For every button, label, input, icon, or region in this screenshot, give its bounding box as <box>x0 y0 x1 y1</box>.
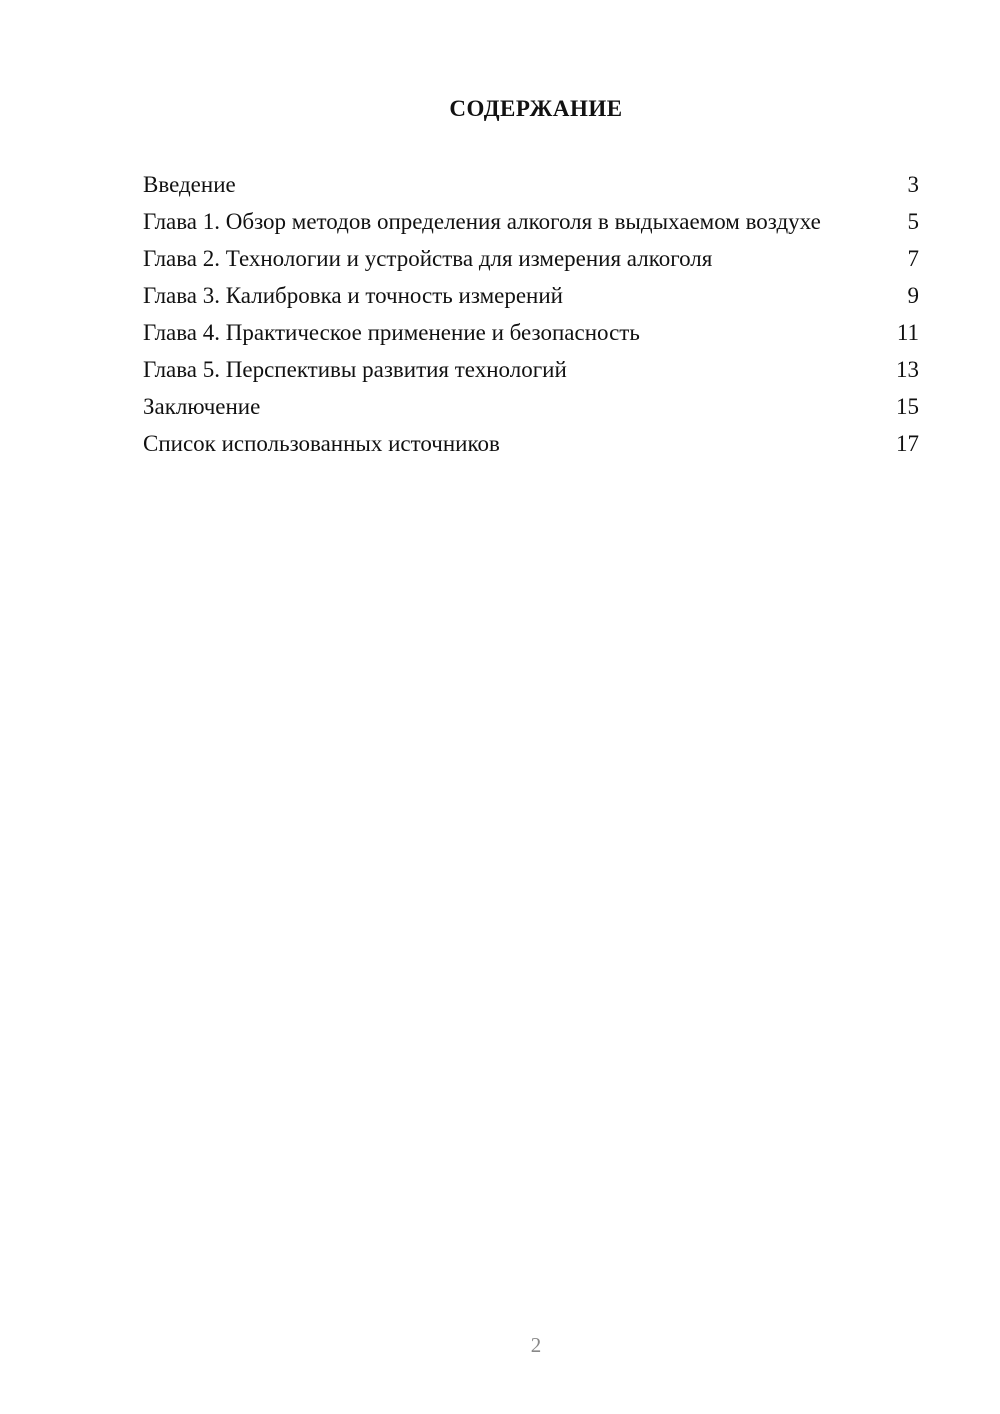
toc-entry-conclusion <box>143 393 919 420</box>
toc-entry-page: 9 <box>907 283 919 308</box>
toc-entry-chapter-5 <box>143 356 919 383</box>
toc-entry-page: 11 <box>896 320 919 345</box>
toc-entry-page: 5 <box>907 209 919 234</box>
toc-entry-chapter-3 <box>143 282 919 309</box>
toc-entry-chapter-1 <box>143 208 919 235</box>
toc-entry-page: 17 <box>896 431 919 456</box>
toc-entry-introduction <box>143 171 919 198</box>
toc-entry-chapter-4 <box>143 319 919 346</box>
toc-entry-page: 15 <box>896 394 919 419</box>
toc-entry-label: Глава 1. Обзор методов определения алкоголя в выдыхаемом воздухе <box>143 209 821 234</box>
toc-entry-label: Глава 3. Калибровка и точность измерений <box>143 283 563 308</box>
toc-entry-label: Заключение <box>143 394 261 419</box>
toc-entry-label: Введение <box>143 172 236 197</box>
toc-entry-label: Глава 5. Перспективы развития технологий <box>143 357 567 382</box>
toc-entry-chapter-2 <box>143 245 919 272</box>
page-title: СОДЕРЖАНИЕ <box>449 96 623 121</box>
toc-entry-page: 7 <box>907 246 919 271</box>
toc-entry-label: Глава 2. Технологии и устройства для измерения алкоголя <box>143 246 713 271</box>
toc-entry-page: 13 <box>896 357 919 382</box>
toc-entry-label: Список использованных источников <box>143 431 500 456</box>
page-number: 2 <box>530 1333 542 1357</box>
toc-entry-page: 3 <box>907 172 919 197</box>
table-of-contents <box>143 171 919 467</box>
toc-entry-references <box>143 430 919 457</box>
toc-entry-label: Глава 4. Практическое применение и безопасность <box>143 320 640 345</box>
